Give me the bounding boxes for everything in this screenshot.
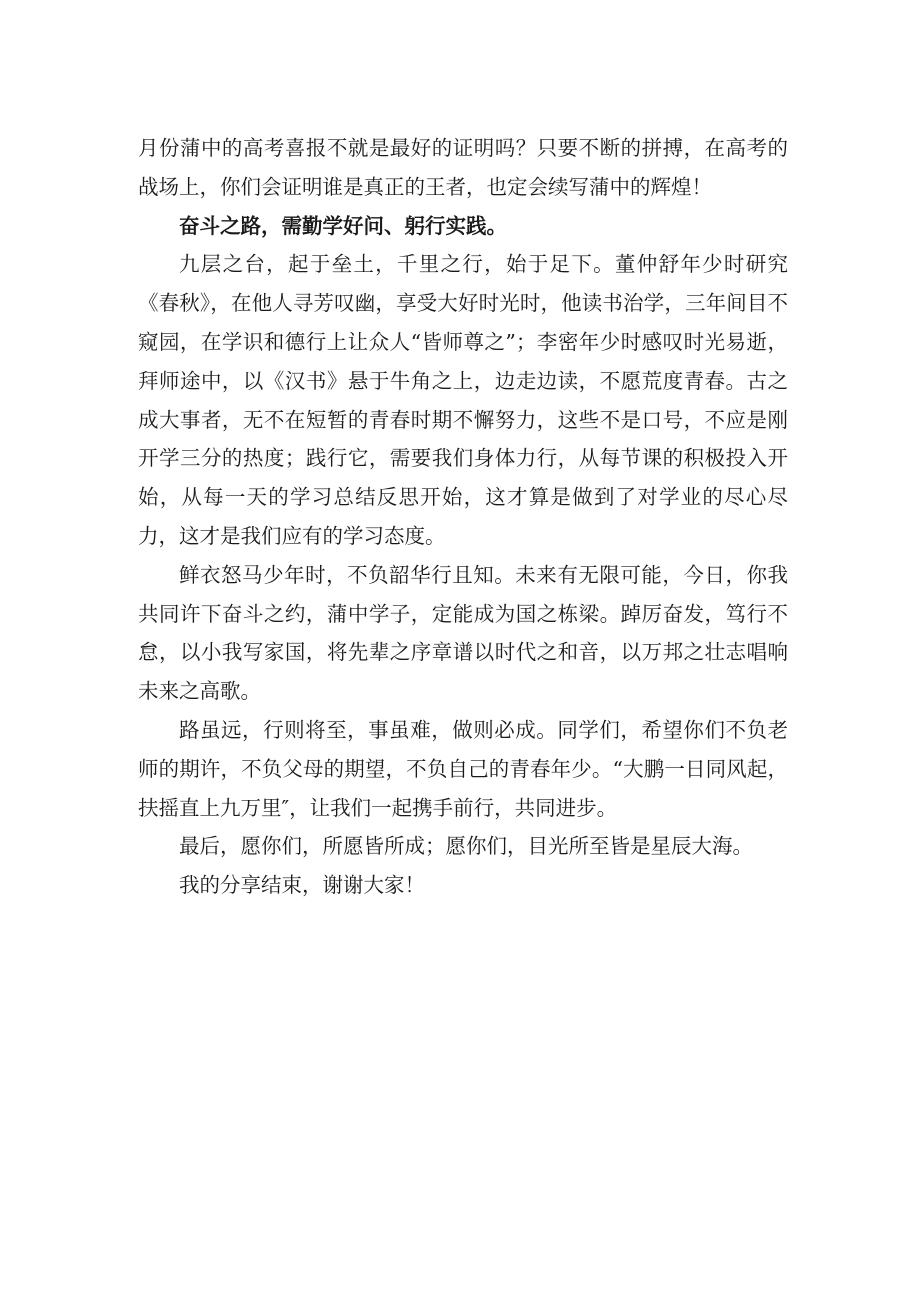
paragraph-youth-vow: 鲜衣怒马少年时，不负韶华行且知。未来有无限可能，今日，你我共同许下奋斗之约，蒲中学子，定能成为国之栋梁。踔厉奋发，笃行不怠，以小我写家国，将先辈之序章谱以时代之和音，以万邦之壮志唱响未来之高歌。 [138,562,788,704]
document-body [138,129,788,905]
paragraph-study-practice: 九层之台，起于垒土，千里之行，始于足下。董仲舒年少时研究《春秋》，在他人寻芳叹幽，享受大好时光时，他读书治学，三年间目不窥园，在学识和德行上让众人“皆师尊之”；李密年少时感叹时光易逝，拜师途中，以《汉书》悬于牛角之上，边走边读，不愿荒度青春。古之成大事者，无不在短暂的青春时期不懈努力，这些不是口号，不应是刚开学三分的热度；践行它，需要我们身体力行，从每节课的积极投入开始，从每一天的学习总结反思开始，这才算是做到了对学业的尽心尽力，这才是我们应有的学习态度。 [138,252,788,548]
section-heading: 奋斗之路，需勤学好问、躬行实践。 [179,213,507,238]
paragraph-continuation: 月份蒲中的高考喜报不就是最好的证明吗？只要不断的拼搏，在高考的战场上，你们会证明谁是真正的王者，也定会续写蒲中的辉煌！ [138,136,788,199]
paragraph-closing: 我的分享结束，谢谢大家！ [179,873,425,898]
paragraph-encouragement: 路虽远，行则将至，事虽难，做则必成。同学们，希望你们不负老师的期许，不负父母的期望，不负自己的青春年少。“大鹏一日同风起，扶摇直上九万里″，让我们一起携手前行，共同进步。 [138,717,788,820]
paragraph-wishes: 最后，愿你们，所愿皆所成；愿你们，目光所至皆是星辰大海。 [179,834,753,859]
